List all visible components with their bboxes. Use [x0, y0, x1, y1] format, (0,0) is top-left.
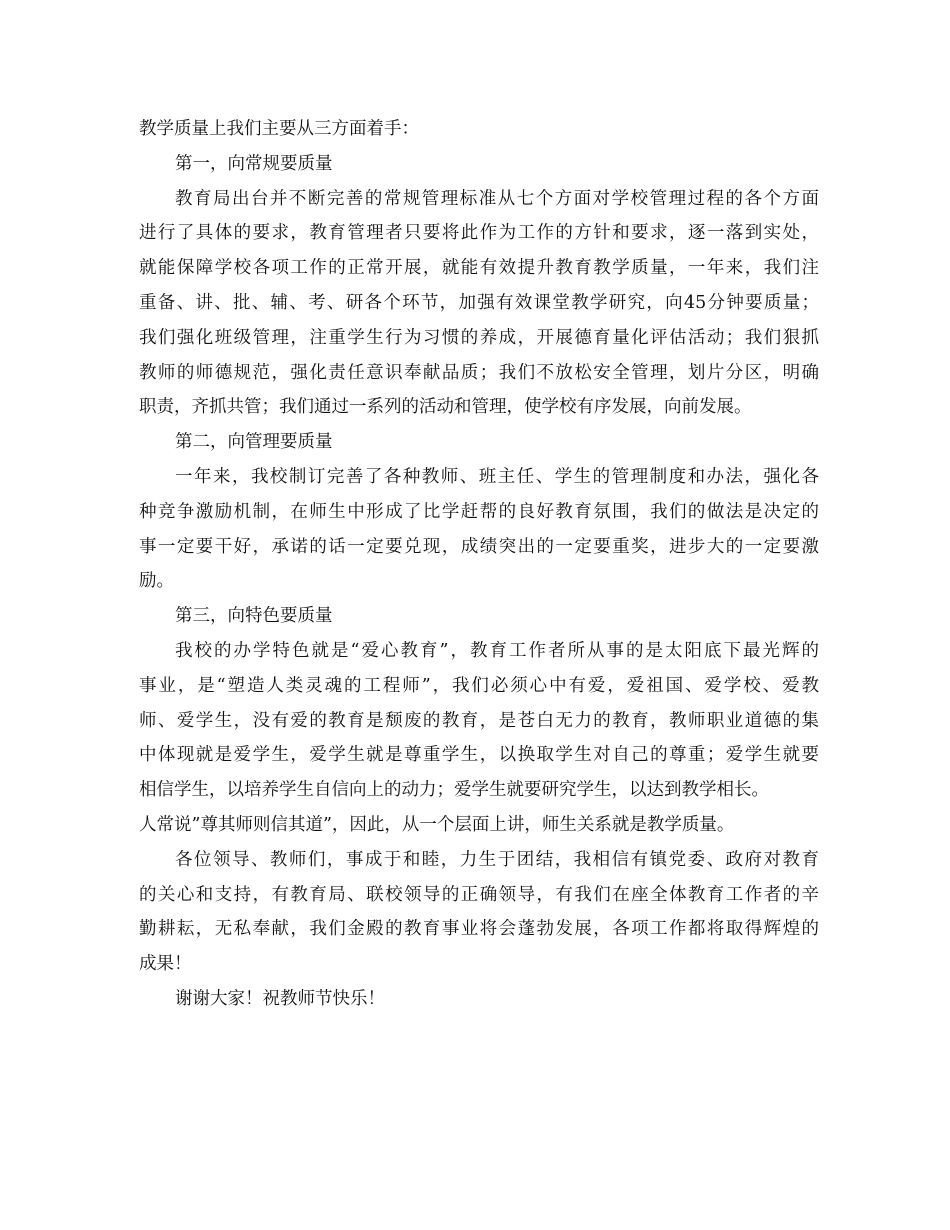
- text-line: 种竞争激励机制，在师生中形成了比学赶帮的良好教育氛围，我们的做法是决定的: [139, 501, 819, 522]
- text-line: 重备、讲、批、辅、考、研各个环节，加强有效课堂教学研究，向45分钟要质量；: [139, 292, 819, 313]
- text-line: 的关心和支持，有教育局、联校领导的正确领导，有我们在座全体教育工作者的辛: [139, 884, 819, 905]
- text-line: 一年来，我校制订完善了各种教师、班主任、学生的管理制度和办法，强化各: [175, 466, 819, 487]
- text-line: 各位领导、教师们，事成于和睦，力生于团结，我相信有镇党委、政府对教育: [175, 849, 819, 870]
- text-line: 就能保障学校各项工作的正常开展，就能有效提升教育教学质量，一年来，我们注: [139, 258, 819, 279]
- text-line: 成果！: [139, 954, 192, 975]
- document-body: [139, 112, 819, 1017]
- text-line: 教育局出台并不断完善的常规管理标准从七个方面对学校管理过程的各个方面: [175, 188, 819, 209]
- section-heading: 第二，向管理要质量: [175, 432, 333, 453]
- text-line: 励。: [139, 571, 174, 592]
- text-line: 勤耕耘，无私奉献，我们金殿的教育事业将会蓬勃发展，各项工作都将取得辉煌的: [139, 919, 819, 940]
- text-line: 事业，是“塑造人类灵魂的工程师”，我们必须心中有爱，爱祖国、爱学校、爱教: [139, 675, 819, 696]
- section-heading: 第一，向常规要质量: [175, 153, 333, 174]
- text-line: 进行了具体的要求，教育管理者只要将此作为工作的方针和要求，逐一落到实处，: [139, 223, 819, 244]
- text-line: 我们强化班级管理，注重学生行为习惯的养成，开展德育量化评估活动；我们狠抓: [139, 327, 819, 348]
- text-line: 人常说”尊其师则信其道”，因此，从一个层面上讲，师生关系就是教学质量。: [139, 814, 735, 835]
- text-line: 相信学生，以培养学生自信向上的动力；爱学生就要研究学生，以达到教学相长。: [139, 780, 769, 801]
- text-line: 教师的师德规范，强化责任意识奉献品质；我们不放松安全管理，划片分区，明确: [139, 362, 819, 383]
- text-line: 师、爱学生，没有爱的教育是颓废的教育，是苍白无力的教育，教师职业道德的集: [139, 710, 819, 731]
- closing-line: 谢谢大家！祝教师节快乐！: [175, 988, 385, 1009]
- text-line: 事一定要干好，承诺的话一定要兑现，成绩突出的一定要重奖，进步大的一定要激: [139, 536, 819, 557]
- section-heading: 第三，向特色要质量: [175, 606, 333, 627]
- text-line: 职责，齐抓共管；我们通过一系列的活动和管理，使学校有序发展，向前发展。: [139, 397, 752, 418]
- text-line: 中体现就是爱学生，爱学生就是尊重学生，以换取学生对自己的尊重；爱学生就要: [139, 745, 819, 766]
- text-line: 我校的办学特色就是“爱心教育”，教育工作者所从事的是太阳底下最光辉的: [175, 640, 819, 661]
- text-line: 教学质量上我们主要从三方面着手：: [139, 119, 419, 139]
